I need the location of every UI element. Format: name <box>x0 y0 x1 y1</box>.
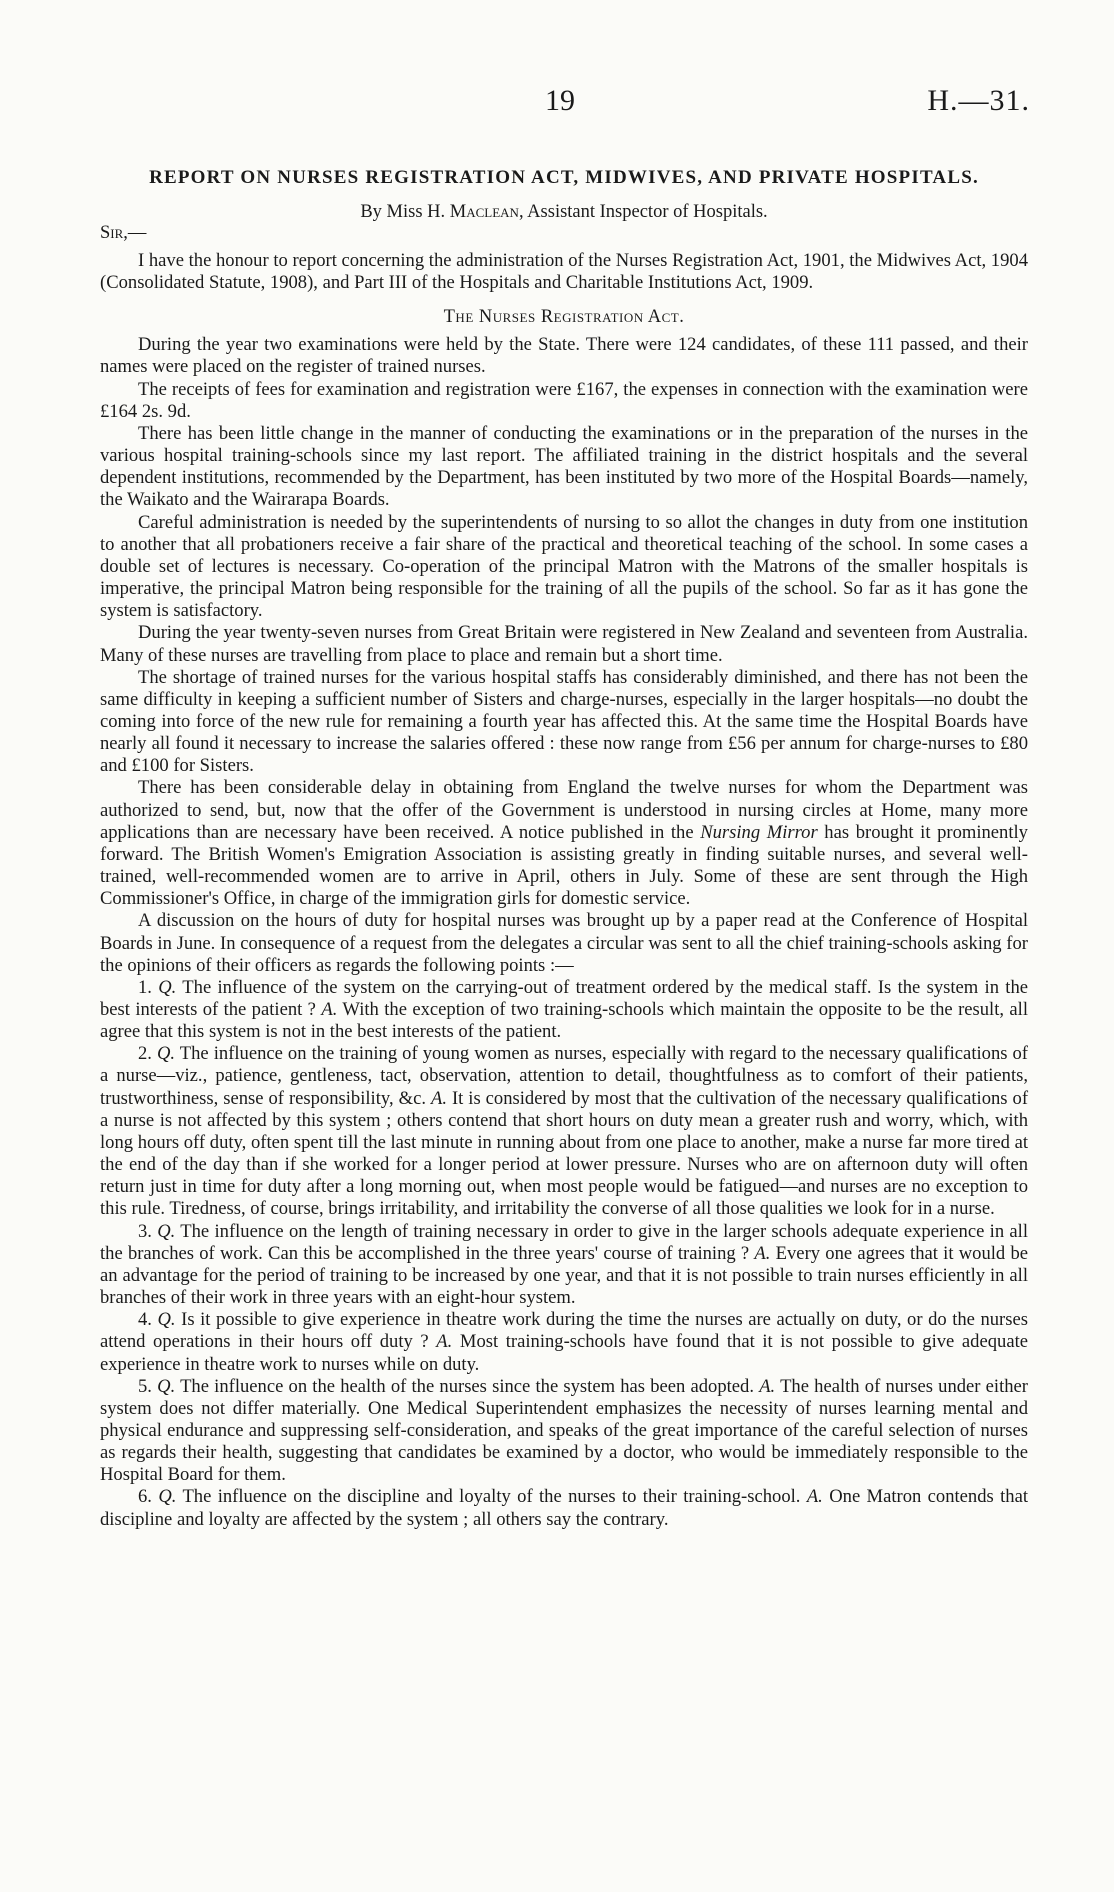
intro-paragraph: I have the honour to report concerning the administration of the Nurses Registration Act, 1901, the Midwives Act, 1904 (Consolidated Statute, 1908), and Part III of the Hospitals and Charitable Institutions Act, 1909. <box>100 250 1028 294</box>
question-text: The influence of the system on the carrying-out of treatment ordered by the medical staff. Is the system in the best interests of the patient ? <box>100 976 1029 1020</box>
question-label: Q. <box>158 976 177 998</box>
question-number: 6. <box>138 1486 152 1508</box>
page-header <box>0 84 1114 124</box>
section-heading: The Nurses Registration Act. <box>443 307 685 328</box>
question-label: Q. <box>158 1486 177 1508</box>
paragraph: The receipts of fees for examination and registration were £167, the expenses in connection with the examination were £164 2s. 9d. <box>100 378 1028 422</box>
answer-text: The health of nurses under either system does not differ materially. One Medical Superintendent emphasizes the necessity of nurses learning mental and physical endurance and suppressing self-consideration, and speaks of the great importance of the careful selection of nurses as regards their health, suggesting that candidates be examined by a doctor, who would be immediately responsible to the Hospital Board for them. <box>100 1375 1028 1486</box>
paragraph: During the year twenty-seven nurses from Great Britain were registered in New Zealand and seventeen from Australia. Many of these nurses are travelling from place to place and remain but a short time. <box>100 622 1028 666</box>
question-label: Q. <box>157 1309 176 1331</box>
question-item <box>100 1376 1028 1487</box>
question-item <box>100 1221 1028 1310</box>
text-run: There has been considerable delay in obtaining from England the twelve nurses for whom the Department was authorized to send, but, now that the offer of the Government is understood in nursing circles at Home, many more applications than are necessary have been received. A notice published in the <box>100 777 1028 843</box>
question-item <box>100 977 1028 1043</box>
paragraph: The shortage of trained nurses for the various hospital staffs has considerably diminished, and there has not been the same difficulty in keeping a sufficient number of Sisters and charge-nurses, especially in the larger hospitals—no doubt the coming into force of the new rule for remaining a fourth year has affected this. At the same time the Hospital Boards have nearly all found it necessary to increase the salaries offered : these now range from £56 per annum for charge-nurses to £80 and £100 for Sisters. <box>100 666 1028 777</box>
question-item <box>100 1043 1028 1220</box>
answer-label: A. <box>754 1242 771 1264</box>
question-text: The influence on the discipline and loyalty of the nurses to their training-school. <box>182 1486 801 1508</box>
question-text: The influence on the training of young women as nurses, especially with regard to the necessary qualifications of a nurse—viz., patience, gentleness, tact, observation, attention to detail, thoughtfulness as to comfort of their patients, trustworthiness, sense of responsibility, &c. <box>100 1043 1029 1109</box>
question-number: 5. <box>138 1375 152 1397</box>
salutation: Sir,— <box>100 223 147 243</box>
question-text: Is it possible to give experience in theatre work during the time the nurses are actually on duty, or do the nurses attend operations in their hours off duty ? <box>100 1309 1028 1353</box>
answer-label: A. <box>430 1087 447 1109</box>
question-number: 2. <box>138 1043 152 1065</box>
question-label: Q. <box>157 1043 176 1065</box>
question-item <box>100 1486 1028 1530</box>
byline-prefix: By Miss H. <box>360 202 446 222</box>
question-item <box>100 1309 1028 1375</box>
paragraph: There has been little change in the manner of conducting the examinations or in the preparation of the nurses in the various hospital training-schools since my last report. The affiliated training in the district hospitals and the several dependent institutions, recommended by the Department, has been instituted by two more of the Hospital Boards—namely, the Waikato and the Wairarapa Boards. <box>100 422 1028 511</box>
byline-suffix: , Assistant Inspector of Hospitals. <box>518 202 768 222</box>
report-text <box>100 250 1028 1531</box>
report-byline <box>100 200 1028 224</box>
question-text: The influence on the health of the nurses since the system has been adopted. <box>180 1375 754 1397</box>
publication-title: Nursing Mirror <box>700 821 818 843</box>
answer-label: A. <box>321 999 338 1020</box>
document-reference: H.—31. <box>927 84 1030 117</box>
question-number: 1. <box>138 976 152 998</box>
report-body <box>100 166 1028 1531</box>
paragraph-england <box>100 777 1028 910</box>
question-label: Q. <box>157 1220 176 1242</box>
answer-text: It is considered by most that the cultivation of the necessary qualifications of a nurse is not affected by this system ; others contend that short hours on duty mean a greater rush and worry, which, with long hours off duty, often spent till the last minute in running about from one place to another, make a nurse far more tired at the end of the day than if she worked for a longer period at lower pressure. Nurses who are on afternoon duty will often return just in time for duty after a long morning out, when most people would be fatigued—and nurses are no exception to this rule. Tiredness, of course, brings irritability, and irritability the converse of all those qualities we look for in a nurse. <box>100 1087 1029 1220</box>
text-run: has brought it prominently forward. The British Women's Emigration Association is assisting greatly in finding suitable nurses, and several well-trained, well-recommended women are to arrive in April, others in July. Some of these are sent through the High Commissioner's Office, in charge of the immigration girls for domestic service. <box>100 821 1028 910</box>
question-number: 3. <box>138 1220 152 1242</box>
report-title: REPORT ON NURSES REGISTRATION ACT, MIDWIVES, AND PRIVATE HOSPITALS. <box>149 167 979 188</box>
paragraph: Careful administration is needed by the superintendents of nursing to so allot the changes in duty from one institution to another that all probationers receive a fair share of the practical and theoretical teaching of the school. In some cases a double set of lectures is necessary. Co-operation of the principal Matron with the Matrons of the smaller hospitals is imperative, the principal Matron being responsible for the training of all the pupils of the school. So far as it has gone the system is satisfactory. <box>100 511 1028 622</box>
question-label: Q. <box>157 1375 176 1397</box>
answer-text: With the exception of two training-schools which maintain the opposite to be the result, all agree that this system is not in the best interests of the patient. <box>100 999 1029 1043</box>
answer-text: Every one agrees that it would be an advantage for the period of training to be increased by one year, and that it is not possible to train nurses efficiently in all branches of their work in three years with an eight-hour system. <box>100 1242 1028 1309</box>
answer-label: A. <box>806 1486 823 1508</box>
answer-label: A. <box>759 1375 776 1397</box>
answer-text: One Matron contends that discipline and loyalty are affected by the system ; all others say the contrary. <box>100 1486 1029 1530</box>
question-text: The influence on the length of training necessary in order to give in the larger schools adequate experience in all the branches of work. Can this be accomplished in the three years' course of training ? <box>100 1220 1028 1264</box>
answer-text: Most training-schools have found that it is not possible to give adequate experience in theatre work to nurses while on duty. <box>100 1331 1028 1375</box>
question-number: 4. <box>138 1309 152 1331</box>
byline-name: Maclean <box>449 202 519 222</box>
paragraph-discussion: A discussion on the hours of duty for hospital nurses was brought up by a paper read at the Conference of Hospital Boards in June. In consequence of a request from the delegates a circular was sent to all the chief training-schools asking for the opinions of their officers as regards the following points :— <box>100 910 1028 976</box>
paragraph: During the year two examinations were held by the State. There were 124 candidates, of these 111 passed, and their names were placed on the register of trained nurses. <box>100 334 1028 378</box>
page-number: 19 <box>545 84 575 117</box>
answer-label: A. <box>436 1331 453 1353</box>
